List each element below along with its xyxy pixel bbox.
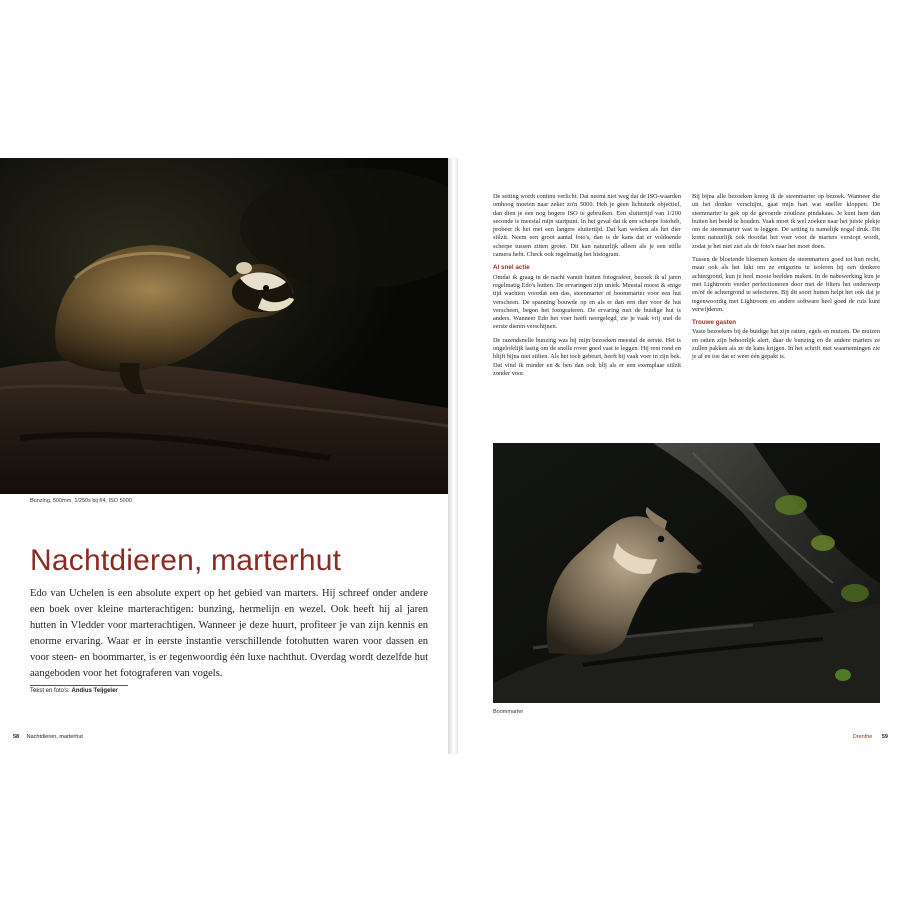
- polecat-photo: [0, 158, 448, 494]
- subheading: Al snel actie: [493, 264, 530, 272]
- section-label: Drenthe: [852, 734, 873, 740]
- running-title: Nachtdieren, marterhut: [26, 734, 83, 740]
- paragraph: Bij bijna alle bezoeken kreeg ik de steenmarter op bezoek. Wanneer die uit het donker verschijnt, gaat mijn hart wat sneller kloppen. De steenmarter is gek op de gevoerde zoutloze pindakaas. Je kunt hem dan buiten het beeld te houden. Vaak moet ik wel zoeken naar het juiste plekje om de steenmarter vast te leggen. De setting is namelijk nogal druk. Dit komt natuurlijk ook doordat het voer voor de marters verstopt wordt, zodat je het niet ziet als de foto's naar het moet doen.: [692, 193, 880, 250]
- paragraph: Vaste bezoekers bij de buidige hut zijn ratten, egels en muizen. De muizen en ratten zijn behoorlijk alert, daar de bunzing en de andere marters ze zullen pakken als ze de kans krijgen. In het schrift met waarnemingen zie je af en toe dat er weer één gepakt is.: [692, 328, 880, 361]
- page-number: 59: [881, 734, 888, 740]
- subheading: Trouwe gasten: [692, 319, 737, 327]
- spine-gutter: [448, 158, 458, 754]
- left-folio: [13, 734, 83, 740]
- author-credit: [30, 685, 128, 694]
- credit-label: Tekst en foto's:: [30, 688, 70, 694]
- text-column-1: [493, 193, 681, 383]
- paragraph: Omdat ik graag in de nacht vanuit hutten fotografeer, bezoek ik al jaren regelmatig Edo's hutten. De ervaringen zijn uniek. Meestal moest & enige tijd wachten voordat een das, steenmarter of boommarter voor een hut verscheen. De spanning bouwde op en als er dan een dier voor de hut verscheen, begon het fotograferen. De ervaring met de buidige hut is anders. Wanneer Edo het voer heeft neergelegd, zie je vaak vrij snel de eerste dieren verschijnen.: [493, 273, 681, 331]
- photo-caption: Boommarter: [493, 709, 524, 715]
- intro-paragraph: Edo van Uchelen is een absolute expert op het gebied van marters. Hij schreef onder andere een boek over kleine marterachtigen: bunzing, hermelijn en wezel. Ook heeft hij al jaren hutten in Vledder voor marterachtigen. Wanneer je deze huurt, profiteer je van zijn kennis en enorme ervaring. Waar er in eerste instantie verschillende fotohutten waren voor dassen en voor steen- en boommarter, is er tegenwoordig één luxe nachthut. Overdag wordt dezelfde hut aangeboden voor het fotograferen van vogels.: [30, 588, 428, 679]
- left-page: [0, 158, 448, 754]
- pine-marten-photo: [493, 443, 880, 703]
- paragraph: Tussen de bloeiende bloemen komen de steenmarters goed tot hun recht, maar ook als het lukt om ze enigszins te isoleren bij een donkere achtergrond, kun je heel mooie beelden maken. In de nabewerking kun je met Lightroom verder perfectioneren door met de filters het onderwerp en/of de achtergrond te selecteren. Bij dit soort hutten helpt het ook dat je tegenwoordig met Lightroom en andere software heel goed de ruis kunt verwijderen.: [692, 256, 880, 313]
- article-title: Nachtdieren, marterhut: [30, 544, 342, 577]
- photo-caption: Bunzing, 500mm, 1/250s bij f/4, ISO 5000: [30, 498, 132, 504]
- text-column-2: [692, 193, 880, 367]
- paragraph: De setting wordt continu verlicht. Dat neemt niet weg dat de ISO-waarden omhoog moeten naar zeker zo'n 5000. Heb je geen lichtsterk objectief, dan dien je een nog hogere ISO te gebruiken. Een sluitertijd van 1/200 seconde is meestal mijn startpunt. In het geval dat ik een scherpe fotoheb, probeer ik het met een langere sluitertijd. Dat kan werken als het dier stilzit. Neem een groot aantal foto's, dan is de kans dat er voldoende scherpe tussen zitten groter. Dit kan natuurlijk alleen als je een stille camera hebt. Check ook regelmatig het histogram.: [493, 193, 681, 259]
- credit-name: Andius Teijgeler: [71, 688, 118, 694]
- page-number: 58: [13, 734, 20, 740]
- paragraph: De razendsnelle bunzing was bij mijn bezoeken meestal de eerste. Het is ongelofelijk lastig om de snelle rover goed vast te leggen. Hij rent rond en blijft bijna niet stilten. Als het toch gebeurt, heeft hij vaak voer in zijn bek. Dat vind ik minder en & ben dan ook blij als er een exemplaar stilzit zonder voor.: [493, 336, 681, 377]
- right-page: [458, 158, 900, 754]
- right-folio: [853, 734, 888, 740]
